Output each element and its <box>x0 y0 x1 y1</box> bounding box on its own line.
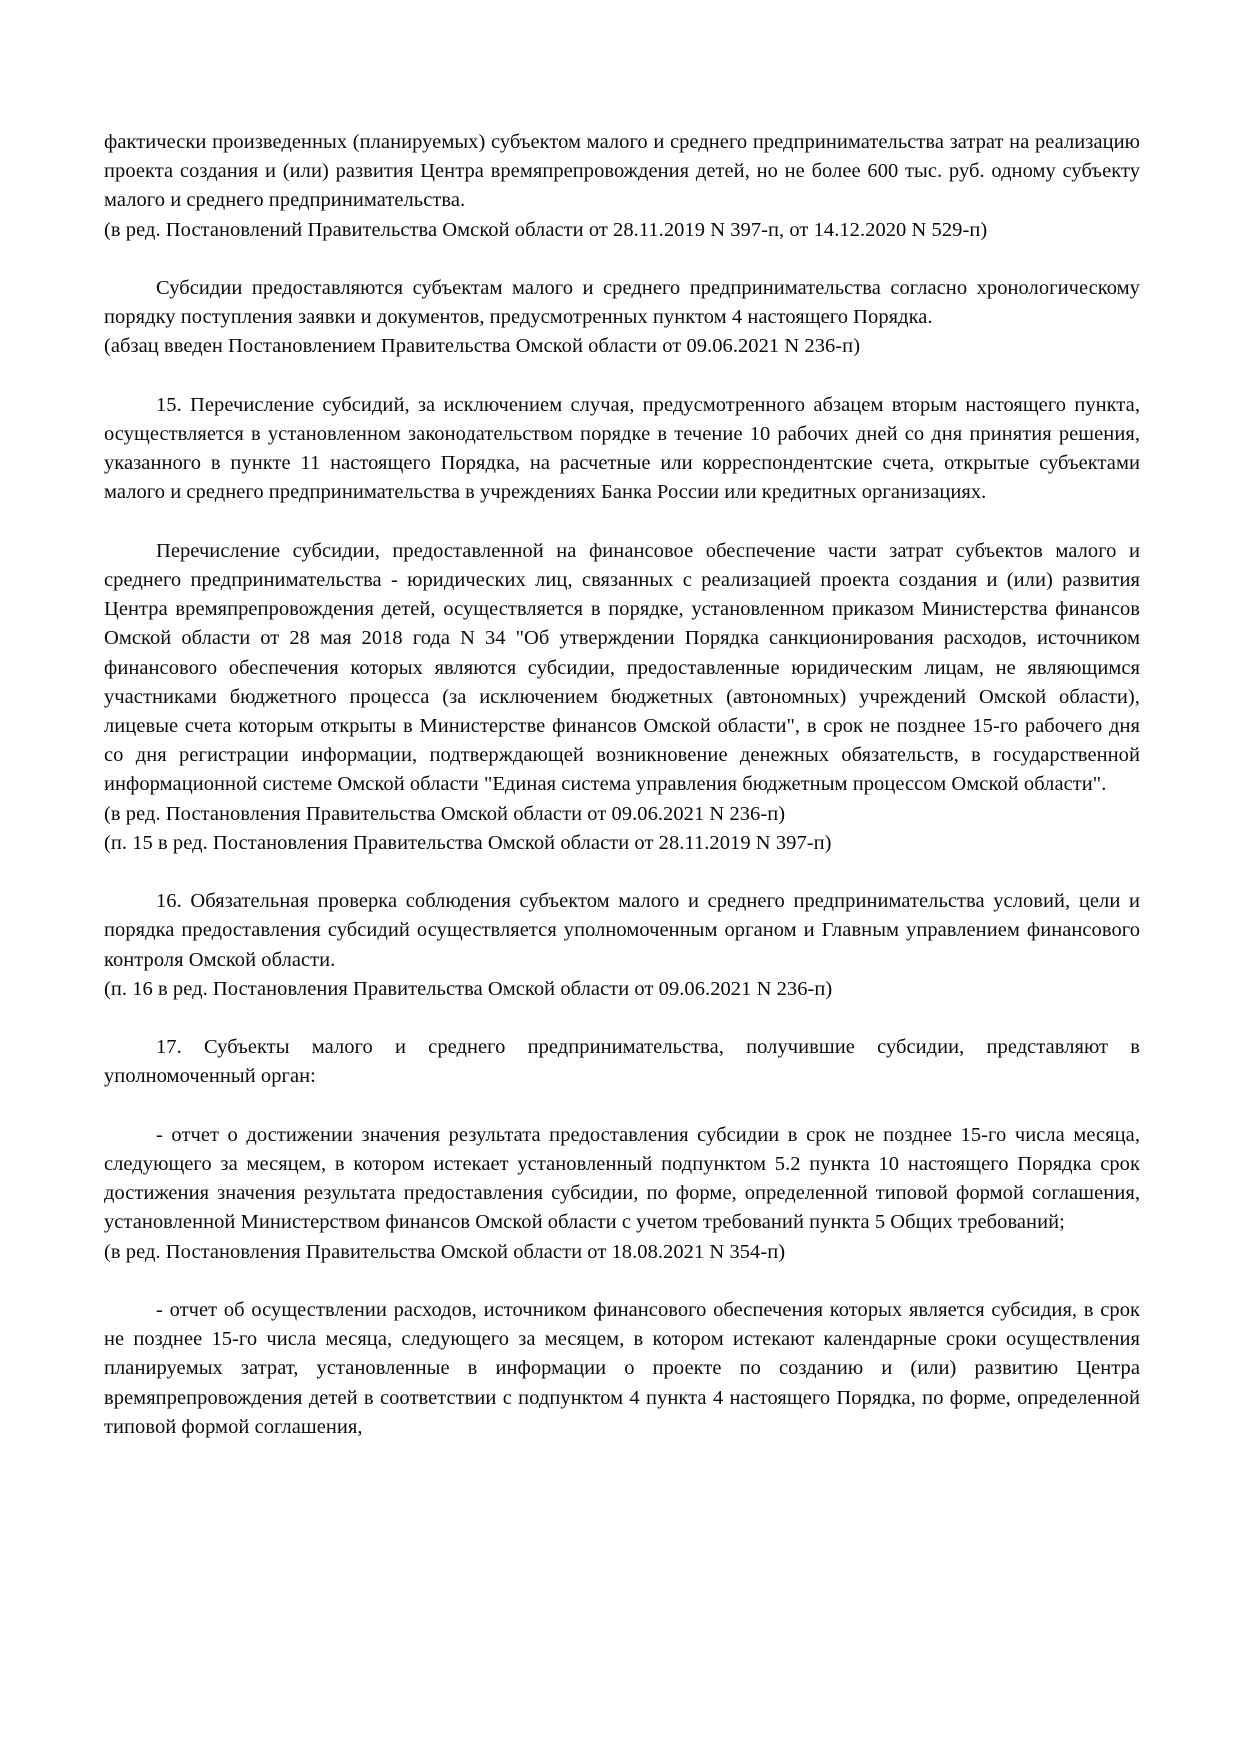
paragraph-spacer <box>104 362 1140 391</box>
paragraph-item-17: 17. Субъекты малого и среднего предпринимательства, получившие субсидии, представляют в уполномоченный орган: <box>104 1036 1140 1088</box>
editorial-note-5: (п. 16 в ред. Постановления Правительства Омской области от 09.06.2021 N 236-п) <box>104 977 833 1000</box>
editorial-note-3: (в ред. Постановления Правительства Омской области от 09.06.2021 N 236-п) <box>104 802 786 825</box>
paragraph-item-16: 16. Обязательная проверка соблюдения субъектом малого и среднего предпринимательства условий, цели и порядка предоставления субсидий осуществляется уполномоченным органом и Главным управлением финансового контроля Омской области. <box>104 890 1140 971</box>
document-body <box>104 128 1140 1442</box>
editorial-note-1: (в ред. Постановлений Правительства Омской области от 28.11.2019 N 397-п, от 14.12.2020 N 529-п) <box>104 218 988 241</box>
paragraph-spacer <box>104 1004 1140 1033</box>
paragraph-subsidies-order: Субсидии предоставляются субъектам малого и среднего предпринимательства согласно хронологическому порядку поступления заявки и документов, предусмотренных пунктом 4 настоящего Порядка. <box>104 277 1140 329</box>
editorial-note-6: (в ред. Постановления Правительства Омской области от 18.08.2021 N 354-п) <box>104 1240 786 1263</box>
editorial-note-2: (абзац введен Постановлением Правительства Омской области от 09.06.2021 N 236-п) <box>104 335 861 358</box>
paragraph-spacer <box>104 508 1140 537</box>
paragraph-spacer <box>104 1267 1140 1296</box>
paragraph-spacer <box>104 1092 1140 1121</box>
paragraph-spacer <box>104 245 1140 274</box>
paragraph-bullet-report-expenses: - отчет об осуществлении расходов, источником финансового обеспечения которых является субсидия, в срок не позднее 15-го числа месяца, следующего за месяцем, в котором истекают календарные сроки осуществления планируемых затрат, установленные в информации о проекте по созданию и (или) развитию Центра времяпрепровождения детей в соответствии с подпунктом 4 пункта 4 настоящего Порядка, по форме, определенной типовой формой соглашения, <box>104 1299 1140 1438</box>
paragraph-item-15: 15. Перечисление субсидий, за исключением случая, предусмотренного абзацем вторым настоящего пункта, осуществляется в установленном законодательством порядке в течение 10 рабочих дней со дня принятия решения, указанного в пункте 11 настоящего Порядка, на расчетные или корреспондентские счета, открытые субъектами малого и среднего предпринимательства в учреждениях Банка России или кредитных организациях. <box>104 393 1140 504</box>
paragraph-continued-top: фактически произведенных (планируемых) субъектом малого и среднего предпринимательства затрат на реализацию проекта создания и (или) развития Центра времяпрепровождения детей, но не более 600 тыс. руб. одному субъекту малого и среднего предпринимательства. <box>104 131 1140 212</box>
paragraph-transfer-of-subsidy: Перечисление субсидии, предоставленной на финансовое обеспечение части затрат субъектов малого и среднего предпринимательства - юридических лиц, связанных с реализацией проекта создания и (или) развития Центра времяпрепровождения детей, осуществляется в порядке, установленном приказом Министерства финансов Омской области от 28 мая 2018 года N 34 "Об утверждении Порядка санкционирования расходов, источником финансового обеспечения которых являются субсидии, предоставленные юридическим лицам, не являющимся участниками бюджетного процесса (за исключением бюджетных (автономных) учреждений Омской области), лицевые счета которым открыты в Министерстве финансов Омской области", в срок не позднее 15-го рабочего дня со дня регистрации информации, подтверждающей возникновение денежных обязательств, в государственной информационной системе Омской области "Единая система управления бюджетным процессом Омской области". <box>104 539 1140 796</box>
paragraph-spacer <box>104 858 1140 887</box>
editorial-note-4: (п. 15 в ред. Постановления Правительства Омской области от 28.11.2019 N 397-п) <box>104 831 832 854</box>
paragraph-bullet-report-achievement: - отчет о достижении значения результата предоставления субсидии в срок не позднее 15-го числа месяца, следующего за месяцем, в котором истекает установленный подпунктом 5.2 пункта 10 настоящего Порядка срок достижения значения результата предоставления субсидии, по форме, определенной типовой формой соглашения, установленной Министерством финансов Омской области с учетом требований пункта 5 Общих требований; <box>104 1123 1140 1234</box>
